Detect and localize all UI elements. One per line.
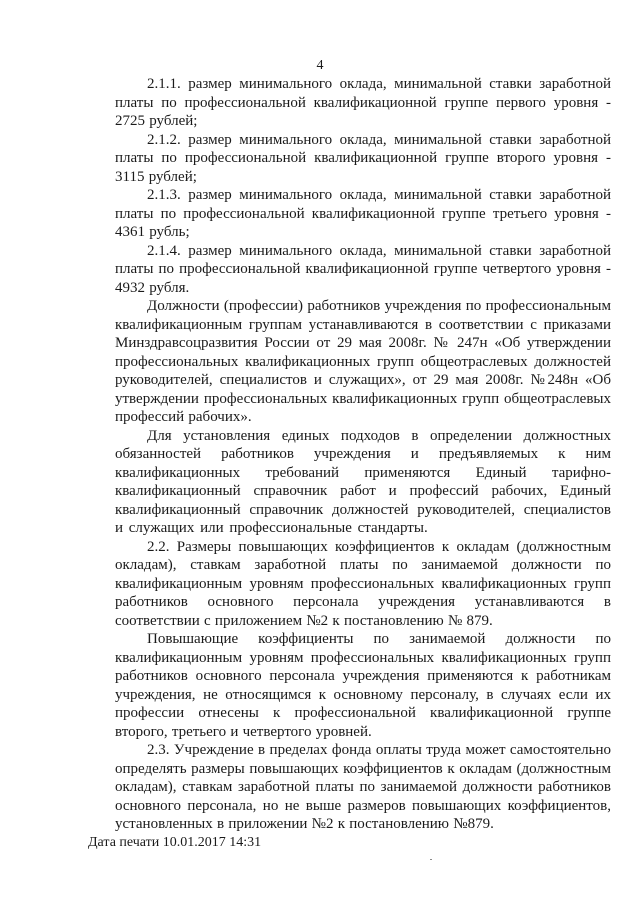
paragraph-unified-approaches: Для установления единых подходов в определении должностных обязанностей работников учреждения и предъявляемых к ним квалификационных требований применяются Единый тарифно-квалификационный справочник работ и профессий рабочих, Единый квалификационный справочник должностей руководителей, специалистов и служащих или профессиональные стандарты. (115, 427, 611, 536)
document-body (115, 75, 611, 834)
paragraph-2-1-3: 2.1.3. размер минимального оклада, минимальной ставки заработной платы по профессиональной квалификационной группе третьего уровня - 4361 рубль; (115, 187, 611, 240)
scan-dot (430, 859, 432, 860)
paragraph-2-2: 2.2. Размеры повышающих коэффициентов к окладам (должностным окладам), ставкам заработной платы по занимаемой должности по квалификационным уровням профессиональных квалификационных групп работников основного персонала учреждения устанавливаются в соответствии с приложением №2 к постановлению № 879. (115, 538, 611, 629)
paragraph-coefficients: Повышающие коэффициенты по занимаемой должности по квалификационным уровням профессиональных квалификационных групп работников основного персонала учреждения применяются к работникам учреждения, не относящимся к основному персоналу, в случаях если их профессии отнесены к профессиональной квалификационной группе второго, третьего и четвертого уровней. (115, 631, 611, 740)
paragraph-2-3: 2.3. Учреждение в пределах фонда оплаты труда может самостоятельно определять размеры повышающих коэффициентов к окладам (должностным окладам), ставкам заработной платы по занимаемой должности работников основного персонала, но не выше размеров повышающих коэффициентов, установленных в приложении №2 к постановлению №879. (115, 742, 611, 832)
paragraph-2-1-1: 2.1.1. размер минимального оклада, минимальной ставки заработной платы по профессиональной квалификационной группе первого уровня - 2725 рублей; (115, 76, 611, 129)
page-number: 4 (316, 58, 324, 73)
print-date: Дата печати 10.01.2017 14:31 (88, 835, 262, 850)
paragraph-2-1-2: 2.1.2. размер минимального оклада, минимальной ставки заработной платы по профессиональной квалификационной группе второго уровня - 3115 рублей; (115, 131, 611, 185)
paragraph-positions: Должности (профессии) работников учреждения по профессиональным квалификационным группам устанавливаются в соответствии с приказами Минздравсоцразвития России от 29 мая 2008г. № 247н «Об утверждении профессиональных квалификационных групп общеотраслевых должностей руководителей, специалистов и служащих», от 29 мая 2008г. №248н «Об утверждении профессиональных квалификационных групп общеотраслевых профессий рабочих». (115, 298, 611, 425)
paragraph-2-1-4: 2.1.4. размер минимального оклада, минимальной ставки заработной платы по профессиональной квалификационной группе четвертого уровня - 4932 рубля. (115, 242, 611, 296)
